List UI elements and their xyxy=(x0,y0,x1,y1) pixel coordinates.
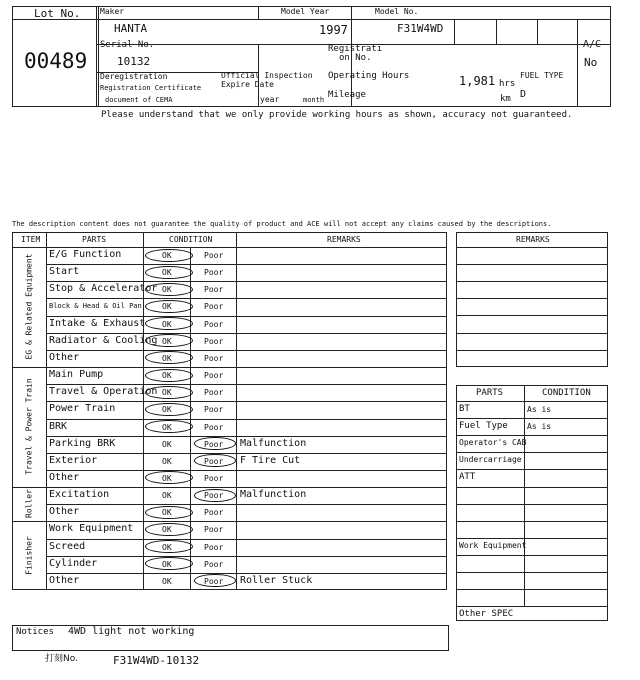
side-remarks-header-line xyxy=(456,247,608,248)
ok-selected-circle xyxy=(145,540,193,553)
side-parts-bottom-line xyxy=(456,606,608,607)
side-parts-row-line xyxy=(456,504,608,505)
part-name: Parking BRK xyxy=(49,437,116,449)
maker-label: Maker xyxy=(100,7,125,16)
side-part-name: BT xyxy=(459,404,470,414)
notices-value: 4WD light not working xyxy=(68,626,195,637)
side-parts-row-line xyxy=(456,452,608,453)
ok-selected-circle xyxy=(145,249,193,262)
table-row-line xyxy=(46,281,447,282)
table-row-line xyxy=(46,350,447,351)
maker-value: HANTA xyxy=(114,22,148,35)
month-label: month xyxy=(303,96,325,104)
ok-selected-circle xyxy=(145,283,193,296)
inspection-col-line xyxy=(46,232,47,590)
ac-label: A/C xyxy=(583,39,602,50)
side-remarks-row-line xyxy=(456,333,608,334)
table-row-line xyxy=(46,419,447,420)
side-remarks-header: REMARKS xyxy=(516,235,550,244)
serial-value: 10132 xyxy=(117,55,151,68)
part-name: Stop & Accelerator xyxy=(49,283,158,295)
side-parts-row-line xyxy=(456,589,608,590)
operating-hours-label: Operating Hours xyxy=(328,71,410,81)
ok-option: OK xyxy=(162,525,172,535)
mileage-label: Mileage xyxy=(328,90,366,100)
group-label: Travel & Power Train xyxy=(24,378,34,475)
stamp-label: 打刻No. xyxy=(45,654,78,664)
table-row-line xyxy=(46,264,447,265)
side-parts-row-line xyxy=(456,487,608,488)
group-label: EG & Related Equipment xyxy=(24,253,34,360)
poor-option: Poor xyxy=(204,473,224,483)
ok-option: OK xyxy=(162,251,172,260)
inspection-label-2: Expire Date xyxy=(221,80,274,89)
side-remarks-row-line xyxy=(456,298,608,299)
table-row-line xyxy=(46,316,447,317)
part-name: Radiator & Cooling xyxy=(49,334,158,346)
dereg-label: Deregistration xyxy=(100,72,168,81)
side-part-condition: As is xyxy=(527,422,552,432)
remark-text: F Tire Cut xyxy=(240,454,301,466)
part-name: Excitation xyxy=(49,489,110,501)
ok-option: OK xyxy=(162,302,172,312)
lot-number: 00489 xyxy=(24,49,88,73)
poor-option: Poor xyxy=(204,268,224,278)
inspection-column-header: PARTS xyxy=(82,235,107,244)
side-condition-header: CONDITION xyxy=(542,388,591,398)
ok-option: OK xyxy=(162,542,172,552)
table-row-line xyxy=(46,384,447,385)
poor-option: Poor xyxy=(204,319,224,329)
poor-option: Poor xyxy=(204,439,224,449)
disclaimer: The description content does not guarantee the quality of product and ACE will not accept any claims caused by the descriptions. xyxy=(12,220,552,228)
poor-option: Poor xyxy=(204,285,224,295)
ok-option: OK xyxy=(162,319,172,329)
ok-option: OK xyxy=(162,405,172,415)
ok-option: OK xyxy=(162,576,172,586)
side-parts-row-line xyxy=(456,521,608,522)
side-part-name: ATT xyxy=(459,472,476,483)
table-row-line xyxy=(46,539,447,540)
side-parts-row-line xyxy=(456,555,608,556)
part-name: Start xyxy=(49,266,80,278)
ok-option: OK xyxy=(162,371,172,381)
serial-label: Serial No. xyxy=(100,40,155,50)
table-row-line xyxy=(46,333,447,334)
side-remarks-row-line xyxy=(456,281,608,282)
model-year-value: 1997 xyxy=(319,23,348,37)
table-row-line xyxy=(46,453,447,454)
remark-text: Malfunction xyxy=(240,437,307,449)
hrs-label: hrs xyxy=(499,79,516,89)
reg-cert-label: Registration Certificate xyxy=(100,84,202,92)
part-name: Exterior xyxy=(49,454,98,466)
table-row-line xyxy=(46,436,447,437)
table-row-line xyxy=(46,401,447,402)
year-label: year xyxy=(260,95,280,104)
part-name: Main Pump xyxy=(49,369,104,381)
poor-option: Poor xyxy=(204,542,224,552)
model-no-value: F31W4WD xyxy=(397,22,444,35)
side-part-name: Operator's CAB xyxy=(459,438,527,448)
poor-option: Poor xyxy=(204,405,224,415)
ok-selected-circle xyxy=(145,403,193,416)
model-year-label: Model Year xyxy=(281,7,330,16)
ok-option: OK xyxy=(162,422,172,432)
part-name: BRK xyxy=(49,420,68,432)
table-row-line xyxy=(46,298,447,299)
ok-selected-circle xyxy=(145,317,193,330)
ok-selected-circle xyxy=(145,420,193,433)
ok-selected-circle xyxy=(145,369,193,382)
ok-option: OK xyxy=(162,285,172,295)
remark-text: Roller Stuck xyxy=(240,574,313,586)
ac-value: No xyxy=(584,56,598,69)
ok-option: OK xyxy=(162,473,172,483)
group-divider xyxy=(12,521,447,522)
hours-note: Please understand that we only provide working hours as shown, accuracy not guaranteed. xyxy=(101,110,573,120)
group-divider xyxy=(12,487,447,488)
other-spec-label: Other SPEC xyxy=(459,609,514,620)
side-part-condition: As is xyxy=(527,405,552,414)
poor-option: Poor xyxy=(204,336,224,346)
poor-option: Poor xyxy=(204,422,224,432)
part-name: Screed xyxy=(49,540,86,552)
fuel-type-label: FUEL TYPE xyxy=(520,71,564,80)
part-name: Other xyxy=(49,471,80,483)
ok-selected-circle xyxy=(145,266,193,279)
side-part-name: Work Equipment xyxy=(459,540,527,550)
poor-option: Poor xyxy=(204,576,224,586)
poor-option: Poor xyxy=(204,302,224,312)
ok-option: OK xyxy=(162,559,172,569)
side-remarks-row-line xyxy=(456,350,608,351)
side-part-name: Fuel Type xyxy=(459,421,508,432)
registration-label-2: on No. xyxy=(339,53,372,63)
side-parts-row-line xyxy=(456,469,608,470)
ok-selected-circle xyxy=(145,506,193,519)
stamp-value: F31W4WD-10132 xyxy=(113,654,200,667)
poor-option: Poor xyxy=(204,353,224,363)
model-no-label: Model No. xyxy=(375,7,419,16)
fuel-type-value: D xyxy=(520,89,527,100)
table-row-line xyxy=(46,504,447,505)
side-remarks-row-line xyxy=(456,264,608,265)
side-part-name: Undercarriage xyxy=(459,455,522,465)
ok-option: OK xyxy=(162,491,172,501)
ok-option: OK xyxy=(162,388,172,398)
inspection-header-line xyxy=(12,247,447,248)
registration-label-1: Registrati xyxy=(328,44,383,54)
poor-option: Poor xyxy=(204,371,224,381)
ok-option: OK xyxy=(162,336,172,346)
part-name: Work Equipment xyxy=(49,523,134,535)
side-parts-header: PARTS xyxy=(476,388,504,398)
notices-label: Notices xyxy=(16,627,54,637)
inspection-col-line xyxy=(236,232,237,590)
inspection-column-header: CONDITION xyxy=(169,235,213,244)
part-name: Other xyxy=(49,506,80,518)
part-name: E/G Function xyxy=(49,249,122,260)
poor-option: Poor xyxy=(204,456,224,466)
part-name: Cylinder xyxy=(49,557,98,569)
ok-option: OK xyxy=(162,508,172,518)
cema-label: document of CEMA xyxy=(105,96,173,104)
inspection-label-1: Official Inspection xyxy=(221,71,313,80)
poor-option: Poor xyxy=(204,491,224,501)
km-label: km xyxy=(500,94,511,104)
inspection-column-header: ITEM xyxy=(21,235,41,244)
side-remarks-row-line xyxy=(456,315,608,316)
ok-selected-circle xyxy=(145,386,193,399)
operating-hours-value: 1,981 xyxy=(459,74,496,88)
poor-option: Poor xyxy=(204,508,224,518)
poor-selected-circle xyxy=(194,489,236,502)
table-row-line xyxy=(46,470,447,471)
ok-selected-circle xyxy=(145,300,193,313)
side-parts-row-line xyxy=(456,572,608,573)
part-name: Intake & Exhaust xyxy=(49,317,146,329)
ok-option: OK xyxy=(162,268,172,278)
poor-option: Poor xyxy=(204,251,224,260)
side-parts-row-line xyxy=(456,418,608,419)
group-label: Finisher xyxy=(24,535,34,575)
table-row-line xyxy=(46,556,447,557)
side-remarks-frame xyxy=(456,232,608,367)
inspection-column-header: REMARKS xyxy=(327,235,361,244)
table-row-line xyxy=(46,573,447,574)
remark-text: Malfunction xyxy=(240,489,307,501)
poor-option: Poor xyxy=(204,525,224,535)
ok-option: OK xyxy=(162,353,172,363)
side-parts-header-line xyxy=(456,401,608,402)
ok-option: OK xyxy=(162,439,172,449)
group-label: Roller xyxy=(24,489,34,519)
group-divider xyxy=(12,367,447,368)
poor-option: Poor xyxy=(204,388,224,398)
ok-option: OK xyxy=(162,456,172,466)
part-name: Other xyxy=(49,351,80,363)
lot-label: Lot No. xyxy=(34,7,81,20)
part-name: Other xyxy=(49,574,80,586)
side-parts-row-line xyxy=(456,435,608,436)
poor-option: Poor xyxy=(204,559,224,569)
ok-selected-circle xyxy=(145,523,193,536)
part-name: Block & Head & Oil Pan xyxy=(49,302,142,311)
part-name: Power Train xyxy=(49,403,116,415)
part-name: Travel & Operation xyxy=(49,386,158,398)
side-parts-row-line xyxy=(456,538,608,539)
